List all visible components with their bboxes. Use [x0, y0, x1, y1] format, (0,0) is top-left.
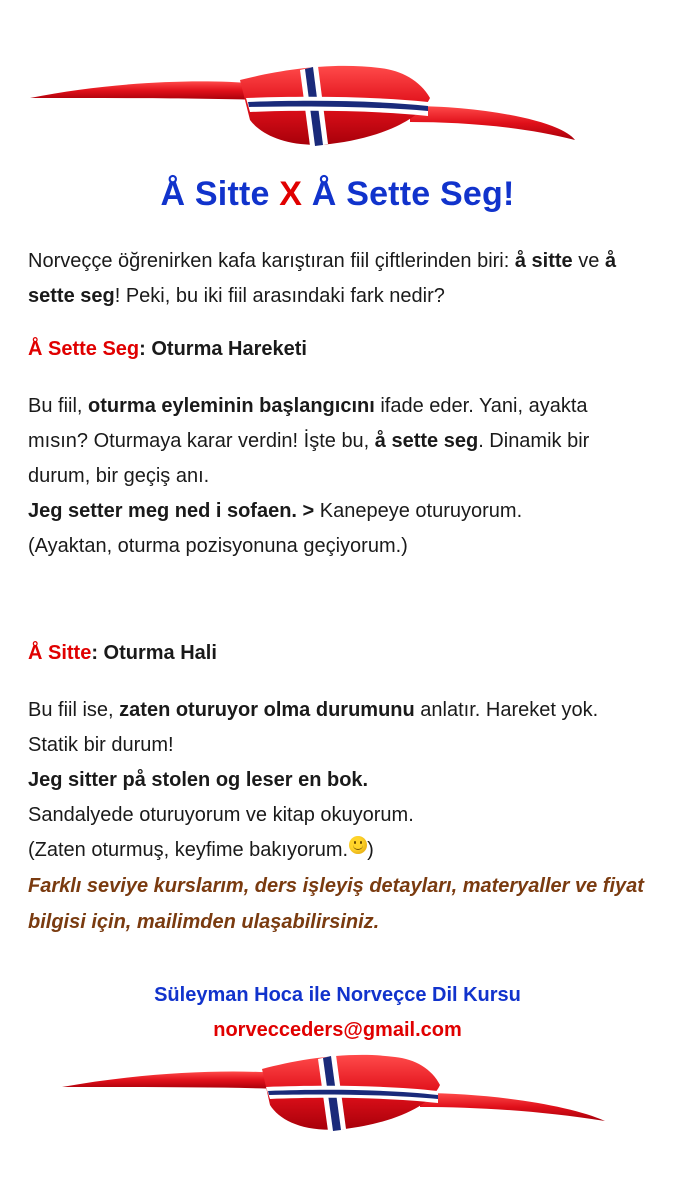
section2-heading: Å Sitte: Oturma Hali [28, 642, 217, 664]
title-x: X [279, 175, 303, 213]
contact-email[interactable]: norvecceders@gmail.com [213, 1019, 462, 1041]
section2-example-translation: Sandalyede oturuyorum ve kitap okuyorum. [28, 804, 414, 826]
intro-paragraph: Norveççe öğrenirken kafa karıştıran fiil çiftlerinden biri: å sitte ve å sette seg! Peki, bu iki fiil arasındaki fark nedir? [28, 250, 617, 307]
title-part-sitte: Å Sitte [160, 175, 270, 213]
section1-note: (Ayaktan, oturma pozisyonuna geçiyorum.) [28, 535, 408, 557]
page-title [0, 175, 675, 214]
smiley-icon [349, 836, 367, 854]
norway-flag-ribbon-bottom [0, 1025, 675, 1135]
title-part-sette-seg: Å Sette Seg! [311, 175, 515, 213]
section1-paragraph: Bu fiil, oturma eyleminin başlangıcını ifade eder. Yani, ayakta mısın? Oturmaya karar verdin! İşte bu, å sette seg. Dinamik bir durum, bir geçiş anı. [28, 395, 590, 487]
section2-example: Jeg sitter på stolen og leser en bok. [28, 769, 369, 791]
section2-note: (Zaten oturmuş, keyfime bakıyorum. ) [28, 833, 648, 868]
section1-example: Jeg setter meg ned i sofaen. > Kanepeye oturuyorum. [28, 500, 523, 522]
article-body [28, 244, 648, 940]
course-name: Süleyman Hoca ile Norveçce Dil Kursu [154, 984, 521, 1006]
promo-text: Farklı seviye kurslarım, ders işleyiş detayları, materyaller ve fiyat bilgisi için, mailimden ulaşabilirsiniz. [28, 875, 644, 933]
section1-heading: Å Sette Seg: Oturma Hareketi [28, 338, 307, 360]
norway-flag-ribbon-top [0, 40, 675, 150]
section2-paragraph: Bu fiil ise, zaten oturuyor olma durumunu anlatır. Hareket yok. Statik bir durum! [28, 699, 599, 756]
